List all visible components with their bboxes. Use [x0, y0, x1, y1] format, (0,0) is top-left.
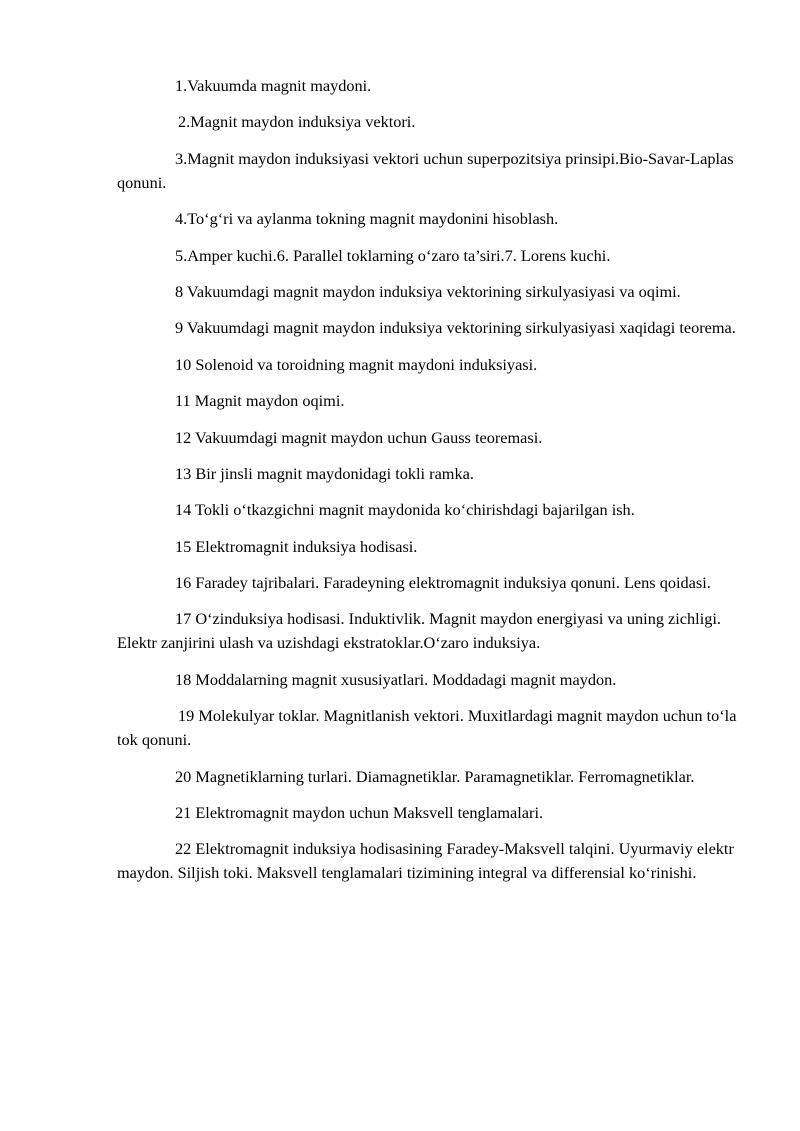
list-item: 8 Vakuumdagi magnit maydon induksiya vektorining sirkulyasiyasi va oqimi. — [175, 281, 681, 301]
list-item: 12 Vakuumdagi magnit maydon uchun Gauss teoremasi. — [175, 427, 543, 447]
list-item: 1.Vakuumda magnit maydoni. — [175, 76, 372, 95]
list-item: 17 O‘zinduksiya hodisasi. Induktivlik. Magnit maydon energiyasi va uning zichligi. Elektr zanjirini ulash va uzishdagi ekstratoklar.O‘zaro induksiya. — [117, 609, 721, 653]
question-list — [117, 74, 742, 898]
list-item: 4.To‘g‘ri va aylanma tokning magnit maydonini hisoblash. — [175, 209, 559, 229]
list-item: 16 Faradey tajribalari. Faradeyning elektromagnit induksiya qonuni. Lens qoidasi. — [175, 573, 711, 593]
list-item: 18 Moddalarning magnit xususiyatlari. Moddadagi magnit maydon. — [175, 669, 617, 689]
list-item: 15 Elektromagnit induksiya hodisasi. — [175, 536, 418, 556]
list-item: 9 Vakuumdagi magnit maydon induksiya vektorining sirkulyasiyasi xaqidagi teorema. — [175, 318, 736, 338]
list-item: 22 Elektromagnit induksiya hodisasining Faradey-Maksvell talqini. Uyurmaviy elektr maydon. Siljish toki. Maksvell tenglamalari tizimining integral va differensial ko‘rinishi. — [117, 839, 734, 883]
list-item: 13 Bir jinsli magnit maydonidagi tokli ramka. — [175, 463, 474, 483]
list-item: 2.Magnit maydon induksiya vektori. — [178, 112, 416, 132]
list-item: 20 Magnetiklarning turlari. Diamagnetiklar. Paramagnetiklar. Ferromagnetiklar. — [175, 766, 695, 786]
list-item: 5.Amper kuchi.6. Parallel toklarning o‘zaro ta’siri.7. Lorens kuchi. — [175, 245, 611, 265]
list-item: 14 Tokli o‘tkazgichni magnit maydonida ko‘chirishdagi bajarilgan ish. — [175, 500, 635, 520]
list-item: 3.Magnit maydon induksiyasi vektori uchun superpozitsiya prinsipi.Bio-Savar-Laplas qonuni. — [117, 148, 734, 192]
list-item: 21 Elektromagnit maydon uchun Maksvell tenglamalari. — [175, 803, 544, 823]
list-item: 10 Solenoid va toroidning magnit maydoni induksiyasi. — [175, 354, 538, 374]
list-item: 11 Magnit maydon oqimi. — [175, 391, 345, 411]
list-item: 19 Molekulyar toklar. Magnitlanish vektori. Muxitlardagi magnit maydon uchun to‘la tok qonuni. — [117, 706, 737, 750]
